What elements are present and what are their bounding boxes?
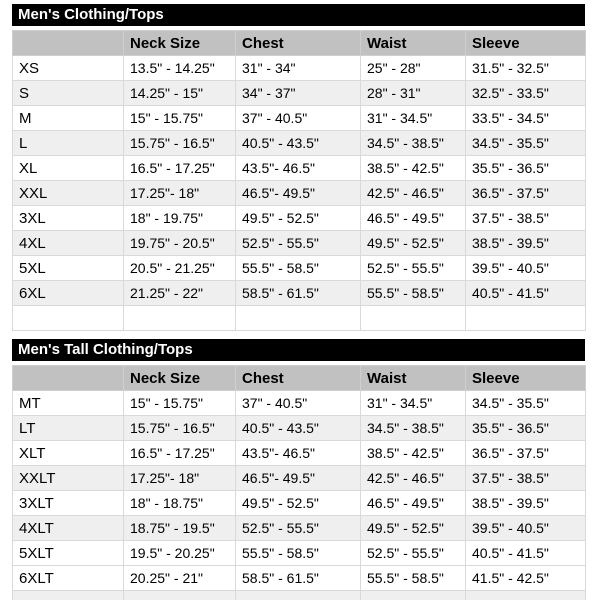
measurement-cell: 15" - 15.75" xyxy=(124,391,236,416)
measurement-cell: 18" - 19.75" xyxy=(124,206,236,231)
measurement-cell: 46.5"- 49.5" xyxy=(236,181,361,206)
measurement-cell: 20.5" - 21.25" xyxy=(124,256,236,281)
measurement-cell: 39.5" - 40.5" xyxy=(466,516,586,541)
table-row xyxy=(13,416,586,441)
measurement-cell: 40.5" - 43.5" xyxy=(236,416,361,441)
measurement-cell: 34.5" - 35.5" xyxy=(466,391,586,416)
column-header: Neck Size xyxy=(124,31,236,56)
measurement-cell xyxy=(236,591,361,600)
column-header: Waist xyxy=(361,31,466,56)
measurement-cell: 55.5" - 58.5" xyxy=(236,256,361,281)
size-label-cell: LT xyxy=(13,416,124,441)
measurement-cell: 34.5" - 38.5" xyxy=(361,131,466,156)
table-row xyxy=(13,106,586,131)
measurement-cell: 21.25" - 22" xyxy=(124,281,236,306)
measurement-cell: 38.5" - 39.5" xyxy=(466,491,586,516)
measurement-cell: 46.5" - 49.5" xyxy=(361,206,466,231)
table-row xyxy=(13,441,586,466)
measurement-cell: 35.5" - 36.5" xyxy=(466,156,586,181)
measurement-cell: 37" - 40.5" xyxy=(236,106,361,131)
size-label-cell: XXL xyxy=(13,181,124,206)
size-label-cell: XL xyxy=(13,156,124,181)
measurement-cell: 52.5" - 55.5" xyxy=(236,516,361,541)
table-row xyxy=(13,56,586,81)
measurement-cell: 58.5" - 61.5" xyxy=(236,566,361,591)
size-label-cell: 3XLT xyxy=(13,491,124,516)
table-row xyxy=(13,591,586,600)
measurement-cell: 31.5" - 32.5" xyxy=(466,56,586,81)
measurement-cell: 19.5" - 20.25" xyxy=(124,541,236,566)
table-title-mens-tops: Men's Clothing/Tops xyxy=(12,4,585,26)
measurement-cell: 15" - 15.75" xyxy=(124,106,236,131)
measurement-cell: 17.25"- 18" xyxy=(124,181,236,206)
measurement-cell xyxy=(466,306,586,331)
measurement-cell: 49.5" - 52.5" xyxy=(236,206,361,231)
measurement-cell: 38.5" - 42.5" xyxy=(361,156,466,181)
measurement-cell: 39.5" - 40.5" xyxy=(466,256,586,281)
measurement-cell: 28" - 31" xyxy=(361,81,466,106)
size-label-cell: 3XL xyxy=(13,206,124,231)
table-row xyxy=(13,181,586,206)
size-column-header xyxy=(13,366,124,391)
size-label-cell: S xyxy=(13,81,124,106)
measurement-cell: 46.5"- 49.5" xyxy=(236,466,361,491)
measurement-cell: 16.5" - 17.25" xyxy=(124,441,236,466)
measurement-cell: 58.5" - 61.5" xyxy=(236,281,361,306)
table-row xyxy=(13,541,586,566)
table-row xyxy=(13,516,586,541)
measurement-cell xyxy=(236,306,361,331)
measurement-cell: 13.5" - 14.25" xyxy=(124,56,236,81)
table-row xyxy=(13,466,586,491)
measurement-cell: 49.5" - 52.5" xyxy=(236,491,361,516)
measurement-cell: 32.5" - 33.5" xyxy=(466,81,586,106)
size-label-cell xyxy=(13,306,124,331)
table-title-mens-tall-tops: Men's Tall Clothing/Tops xyxy=(12,339,585,361)
measurement-cell: 38.5" - 39.5" xyxy=(466,231,586,256)
table-row xyxy=(13,206,586,231)
column-header: Waist xyxy=(361,366,466,391)
measurement-cell: 40.5" - 41.5" xyxy=(466,541,586,566)
table-row xyxy=(13,81,586,106)
mens-tops-section xyxy=(12,4,585,331)
measurement-cell: 40.5" - 41.5" xyxy=(466,281,586,306)
size-column-header xyxy=(13,31,124,56)
measurement-cell: 55.5" - 58.5" xyxy=(361,566,466,591)
column-header: Chest xyxy=(236,31,361,56)
table-row xyxy=(13,281,586,306)
measurement-cell: 34.5" - 38.5" xyxy=(361,416,466,441)
table-row xyxy=(13,131,586,156)
measurement-cell: 55.5" - 58.5" xyxy=(361,281,466,306)
measurement-cell xyxy=(361,591,466,600)
measurement-cell: 35.5" - 36.5" xyxy=(466,416,586,441)
size-label-cell: MT xyxy=(13,391,124,416)
measurement-cell: 43.5"- 46.5" xyxy=(236,156,361,181)
measurement-cell: 25" - 28" xyxy=(361,56,466,81)
column-header: Neck Size xyxy=(124,366,236,391)
column-header: Sleeve xyxy=(466,31,586,56)
size-label-cell: XLT xyxy=(13,441,124,466)
size-label-cell: L xyxy=(13,131,124,156)
mens-tops-size-table xyxy=(12,30,586,331)
measurement-cell: 37" - 40.5" xyxy=(236,391,361,416)
measurement-cell: 15.75" - 16.5" xyxy=(124,416,236,441)
column-header: Chest xyxy=(236,366,361,391)
measurement-cell xyxy=(124,306,236,331)
measurement-cell: 34" - 37" xyxy=(236,81,361,106)
measurement-cell: 38.5" - 42.5" xyxy=(361,441,466,466)
measurement-cell: 18" - 18.75" xyxy=(124,491,236,516)
measurement-cell: 40.5" - 43.5" xyxy=(236,131,361,156)
measurement-cell: 52.5" - 55.5" xyxy=(361,541,466,566)
measurement-cell: 18.75" - 19.5" xyxy=(124,516,236,541)
size-label-cell: 5XLT xyxy=(13,541,124,566)
measurement-cell: 49.5" - 52.5" xyxy=(361,516,466,541)
table-row xyxy=(13,231,586,256)
size-label-cell: M xyxy=(13,106,124,131)
table-row xyxy=(13,566,586,591)
measurement-cell xyxy=(466,591,586,600)
size-label-cell: XS xyxy=(13,56,124,81)
column-header: Sleeve xyxy=(466,366,586,391)
table-row xyxy=(13,491,586,516)
column-header-row xyxy=(13,31,586,56)
measurement-cell: 31" - 34.5" xyxy=(361,106,466,131)
measurement-cell: 37.5" - 38.5" xyxy=(466,206,586,231)
measurement-cell: 14.25" - 15" xyxy=(124,81,236,106)
measurement-cell: 46.5" - 49.5" xyxy=(361,491,466,516)
measurement-cell: 36.5" - 37.5" xyxy=(466,181,586,206)
measurement-cell: 49.5" - 52.5" xyxy=(361,231,466,256)
size-label-cell: XXLT xyxy=(13,466,124,491)
measurement-cell: 37.5" - 38.5" xyxy=(466,466,586,491)
measurement-cell: 52.5" - 55.5" xyxy=(236,231,361,256)
mens-tall-tops-section xyxy=(12,339,585,600)
measurement-cell xyxy=(124,591,236,600)
measurement-cell: 20.25" - 21" xyxy=(124,566,236,591)
size-label-cell: 5XL xyxy=(13,256,124,281)
measurement-cell: 19.75" - 20.5" xyxy=(124,231,236,256)
measurement-cell: 55.5" - 58.5" xyxy=(236,541,361,566)
measurement-cell: 34.5" - 35.5" xyxy=(466,131,586,156)
table-row xyxy=(13,156,586,181)
measurement-cell: 52.5" - 55.5" xyxy=(361,256,466,281)
size-label-cell: 6XL xyxy=(13,281,124,306)
measurement-cell: 16.5" - 17.25" xyxy=(124,156,236,181)
measurement-cell: 42.5" - 46.5" xyxy=(361,181,466,206)
measurement-cell: 17.25"- 18" xyxy=(124,466,236,491)
table-row xyxy=(13,256,586,281)
measurement-cell: 43.5"- 46.5" xyxy=(236,441,361,466)
mens-tall-tops-size-table xyxy=(12,365,586,600)
measurement-cell: 33.5" - 34.5" xyxy=(466,106,586,131)
size-label-cell: 4XLT xyxy=(13,516,124,541)
measurement-cell: 41.5" - 42.5" xyxy=(466,566,586,591)
measurement-cell: 31" - 34" xyxy=(236,56,361,81)
table-row xyxy=(13,306,586,331)
measurement-cell: 15.75" - 16.5" xyxy=(124,131,236,156)
size-label-cell xyxy=(13,591,124,600)
measurement-cell: 31" - 34.5" xyxy=(361,391,466,416)
measurement-cell: 36.5" - 37.5" xyxy=(466,441,586,466)
table-row xyxy=(13,391,586,416)
measurement-cell: 42.5" - 46.5" xyxy=(361,466,466,491)
column-header-row xyxy=(13,366,586,391)
size-label-cell: 4XL xyxy=(13,231,124,256)
size-label-cell: 6XLT xyxy=(13,566,124,591)
measurement-cell xyxy=(361,306,466,331)
